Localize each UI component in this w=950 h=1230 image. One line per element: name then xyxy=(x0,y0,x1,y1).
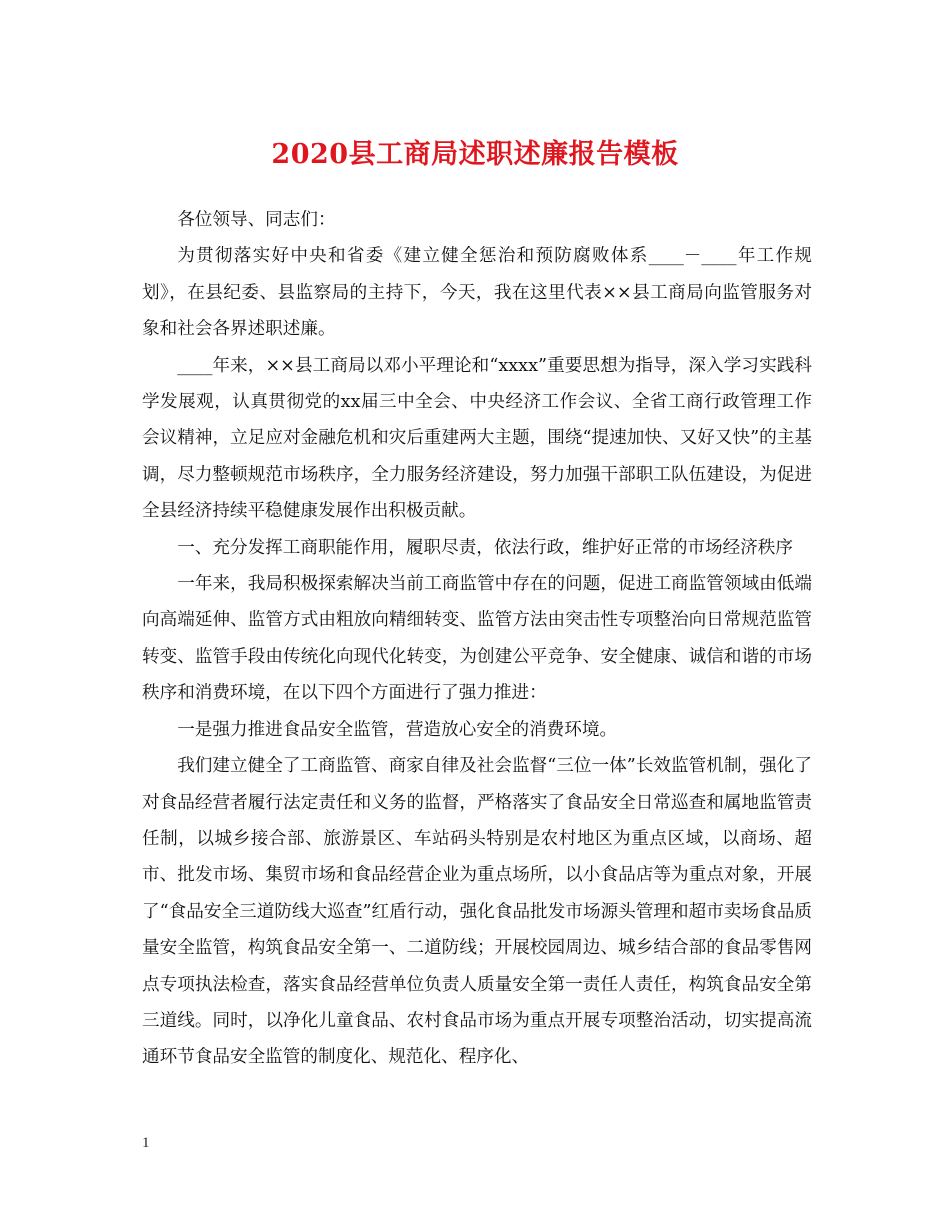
section-heading-1: 一、充分发挥工商职能作用，履职尽责，依法行政，维护好正常的市场经济秩序 xyxy=(177,537,793,558)
page-number: 1 xyxy=(142,1135,150,1151)
paragraph-intro: 为贯彻落实好中央和省委《建立健全惩治和预防腐败体系____－____年工作规划》，在县纪委、县监察局的主持下，今天，我在这里代表××县工商局向监管服务对象和社会各界述职述廉。 xyxy=(142,246,812,340)
document-body xyxy=(142,202,812,1076)
paragraph-salutation: 各位领导、同志们： xyxy=(177,210,336,230)
paragraph-section-1: 一年来，我局积极探索解决当前工商监管中存在的问题，促进工商监管领域由低端向高端延伸、监管方式由粗放向精细转变、监管方法由突击性专项整治向日常规范监管转变、监管手段由传统化向现代化转变，为创建公平竞争、安全健康、诚信和谐的市场秩序和消费环境，在以下四个方面进行了强力推进： xyxy=(142,574,812,704)
paragraph-overview: ____年来，××县工商局以邓小平理论和“xxxx”重要思想为指导，深入学习实践科学发展观，认真贯彻党的xx届三中全会、中央经济工作会议、全省工商行政管理工作会议精神，立足应对金融危机和灾后重建两大主题，围绕“提速加快、又好又快”的主基调，尽力整顿规范市场秩序，全力服务经济建设，努力加强干部职工队伍建设，为促进全县经济持续平稳健康发展作出积极贡献。 xyxy=(142,355,812,522)
paragraph-food-safety: 我们建立健全了工商监管、商家自律及社会监督“三位一体”长效监管机制，强化了对食品经营者履行法定责任和义务的监督，严格落实了食品安全日常巡查和属地监管责任制，以城乡接合部、旅游景区、车站码头特别是农村地区为重点区域，以商场、超市、批发市场、集贸市场和食品经营企业为重点场所，以小食品店等为重点对象，开展了“食品安全三道防线大巡查”红盾行动，强化食品批发市场源头管理和超市卖场食品质量安全监管，构筑食品安全第一、二道防线；开展校园周边、城乡结合部的食品零售网点专项执法检查，落实食品经营单位负责人质量安全第一责任人责任，构筑食品安全第三道线。同时，以净化儿童食品、农村食品市场为重点开展专项整治活动，切实提高流通环节食品安全监管的制度化、规范化、程序化、 xyxy=(142,756,812,1068)
document-title: 2020县工商局述职述廉报告模板 xyxy=(271,139,679,170)
subheading-food-safety: 一是强力推进食品安全监管，营造放心安全的消费环境。 xyxy=(177,719,618,740)
